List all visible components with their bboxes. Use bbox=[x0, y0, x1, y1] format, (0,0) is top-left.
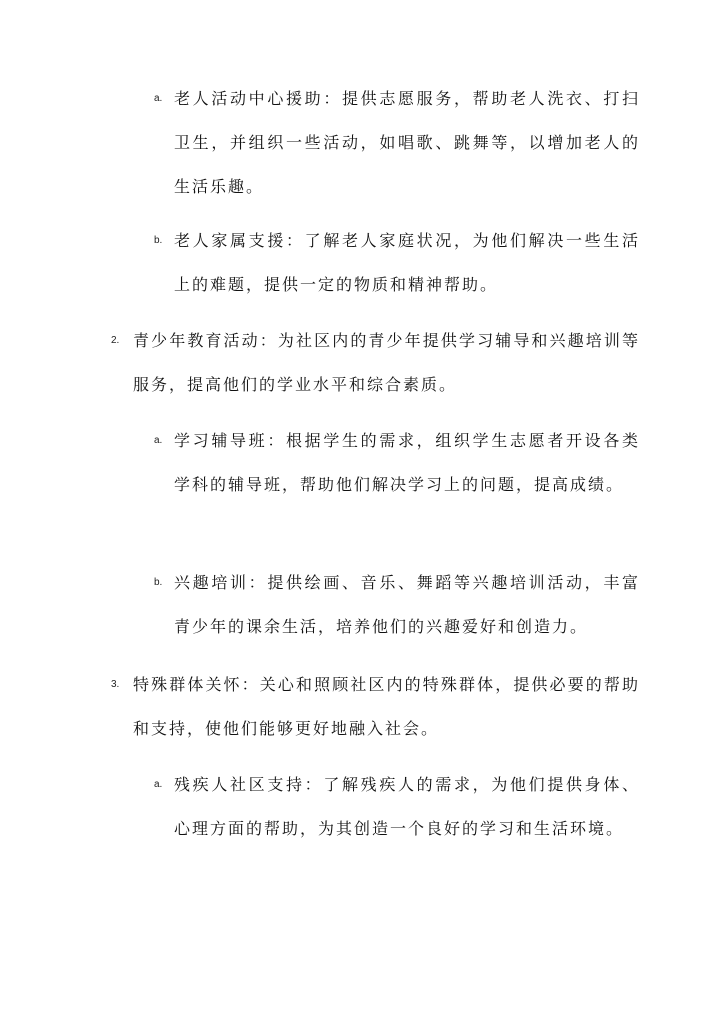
list-item-text: 残疾人社区支持：了解残疾人的需求，为他们提供身体、心理方面的帮助，为其创造一个良好的学习和生活环境。 bbox=[174, 775, 640, 838]
list-item-text: 青少年教育活动：为社区内的青少年提供学习辅导和兴趣培训等服务，提高他们的学业水平和综合素质。 bbox=[133, 331, 640, 394]
list-marker: 2. bbox=[111, 335, 120, 346]
list-item-tutoring bbox=[154, 419, 640, 507]
list-item-disability-support bbox=[154, 763, 640, 851]
list-item-special-groups bbox=[111, 663, 640, 751]
list-marker: a. bbox=[154, 93, 163, 104]
list-item-interest-training bbox=[154, 561, 640, 649]
list-marker: 3. bbox=[111, 679, 120, 690]
list-item-text: 老人家属支援：了解老人家庭状况，为他们解决一些生活上的难题，提供一定的物质和精神帮助。 bbox=[174, 231, 640, 294]
list-item-text: 学习辅导班：根据学生的需求，组织学生志愿者开设各类学科的辅导班，帮助他们解决学习上的问题，提高成绩。 bbox=[174, 431, 640, 494]
list-marker: a. bbox=[154, 435, 163, 446]
list-marker: b. bbox=[154, 235, 163, 246]
list-item-family-support bbox=[154, 219, 640, 307]
list-item-text: 特殊群体关怀：关心和照顾社区内的特殊群体，提供必要的帮助和支持，使他们能够更好地融入社会。 bbox=[133, 675, 640, 738]
list-marker: b. bbox=[154, 577, 163, 588]
list-item-elderly-center bbox=[154, 77, 640, 209]
list-item-text: 兴趣培训：提供绘画、音乐、舞蹈等兴趣培训活动，丰富青少年的课余生活，培养他们的兴趣爱好和创造力。 bbox=[174, 573, 640, 636]
list-marker: a. bbox=[154, 779, 163, 790]
list-item-youth-education bbox=[111, 319, 640, 407]
list-item-text: 老人活动中心援助：提供志愿服务，帮助老人洗衣、打扫卫生，并组织一些活动，如唱歌、跳舞等，以增加老人的生活乐趣。 bbox=[174, 89, 640, 196]
